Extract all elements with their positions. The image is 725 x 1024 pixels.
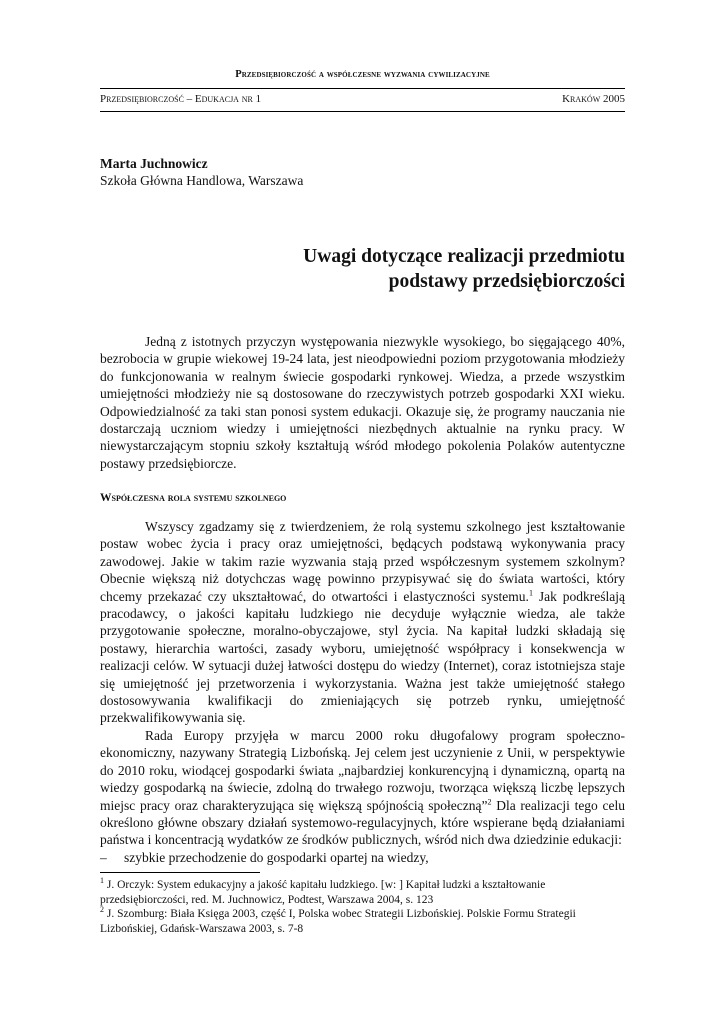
- footnote-2: [100, 907, 625, 936]
- intro-section: [100, 333, 625, 472]
- place-year: Kraków 2005: [562, 93, 625, 105]
- footnote-text: J. Orczyk: System edukacyjny a jakość kapitału ludzkiego. [w: ] Kapitał ludzki a kształtowanie przedsiębiorczości, red. M. Juchnowicz, Podtest, Warszawa 2004, s. 123: [100, 879, 546, 906]
- footnote-text: J. Szomburg: Biała Księga 2003, część I, Polska wobec Strategii Lizbońskiej. Polskie Formu Strategii Lizbońskiej, Gdańsk-Warszawa 2003, s. 7-8: [100, 908, 576, 935]
- footnote-number: 1: [100, 876, 104, 886]
- paragraph-text: Dla realizacji tego celu określono główne obszary działań systemowo-regulacyjnych, które wspierane będą działaniami państwa i koncentracją wydatków ze środków publicznych, wśród nich dwa dziedzinie edukacji:: [100, 797, 625, 848]
- section-body: [100, 518, 625, 866]
- section-heading: Współczesna rola systemu szkolnego: [100, 492, 287, 504]
- header-rule-top: [100, 88, 625, 89]
- journal-name: Przedsiębiorczość – Edukacja nr 1: [100, 93, 262, 105]
- running-header-sub: [100, 93, 625, 105]
- footnote-ref-2[interactable]: 2: [487, 797, 492, 806]
- footnote-ref-1[interactable]: 1: [528, 588, 533, 598]
- footnote-separator: [100, 872, 260, 873]
- section-paragraph-2: [100, 727, 625, 849]
- list-item: [100, 849, 625, 866]
- footnotes: [100, 878, 625, 936]
- title-line-1: Uwagi dotyczące realizacji przedmiotu: [303, 246, 625, 267]
- header-rule-bottom: [100, 111, 625, 112]
- paragraph-text: Wszyscy zgadzamy się z twierdzeniem, że rolą systemu szkolnego jest kształtowanie postaw wobec życia i pracy oraz umiejętności, będących podstawą wykonywania pracy zawodowej. Jakie w takim razie wyzwania stają przed współczesnym systemem szkolnym? Obecnie większą niż dotychczas wagę powinno przypisywać się do świata wartości, który chcemy przekazać czy ukształtować, do otwartości i elastyczności systemu.: [100, 519, 625, 604]
- author-affiliation: Szkoła Główna Handlowa, Warszawa: [100, 173, 304, 188]
- paragraph-text: Rada Europy przyjęła w marcu 2000 roku długofalowy program społeczno-ekonomiczny, nazywany Strategią Lizbońską. Jej celem jest uczynienie z Unii, w perspektywie do 2010 roku, wiodącej gospodarki świata „najbardziej konkurencyjną i dynamiczną, opartą na wiedzy gospodarką na świecie, zdolną do trwałego rozwoju, tworząca większą liczbę lepszych miejsc pracy oraz charakteryzująca się większą spójnością społeczną”: [100, 727, 625, 813]
- paragraph-text: Jak podkreślają pracodawcy, o jakości kapitału ludzkiego nie decyduje wyłącznie wiedza, ale także przygotowanie społeczne, moralno-obyczajowe, styl życia. Na kapitał ludzki składają się postawy, hierarchia wartości, zasady wyboru, umiejętność współpracy i konsekwencja w realizacji celów. W sytuacji dużej łatwości dostępu do wiedzy (Internet), coraz istotniejsza staje się umiejętność jej przetworzenia i wykorzystania. Ważna jest także umiejętność stałego dostosowywania kwalifikacji do zmieniających się potrzeb rynku, umiejętność przekwalifikowywania się.: [100, 588, 625, 726]
- footnote-number: 2: [100, 905, 104, 915]
- footnote-1: [100, 878, 625, 907]
- author-block: [100, 155, 303, 189]
- paper-title: [250, 244, 625, 294]
- intro-paragraph: Jedną z istotnych przyczyn występowania niezwykle wysokiego, bo sięgającego 40%, bezrobocia w grupie wiekowej 19-24 lata, jest nieodpowiedni poziom przygotowania młodzieży do funkcjonowania w realnym świecie gospodarki rynkowej. Wiedza, a przede wszystkim umiejętności młodzieży nie są dostosowane do rzeczywistych potrzeb gospodarki XXI wieku. Odpowiedzialność za taki stan ponosi system edukacji. Okazuje się, że programy nauczania nie dostarczają uczniom wiedzy i umiejętności niezbędnych aktualnie na rynku pracy. W niewystarczającym stopniu szkoły kształtują wśród młodego pokolenia Polaków autentyczne postawy przedsiębiorcze.: [100, 334, 625, 471]
- dash-bullet: –: [100, 849, 107, 865]
- running-header-title: Przedsiębiorczość a współczesne wyzwania cywilizacyjne: [235, 69, 490, 80]
- section-paragraph-1: [100, 518, 625, 727]
- author-name: Marta Juchnowicz: [100, 156, 208, 171]
- list-item-text: szybkie przechodzenie do gospodarki opartej na wiedzy,: [124, 849, 429, 865]
- title-line-2: podstawy przedsiębiorczości: [388, 271, 625, 292]
